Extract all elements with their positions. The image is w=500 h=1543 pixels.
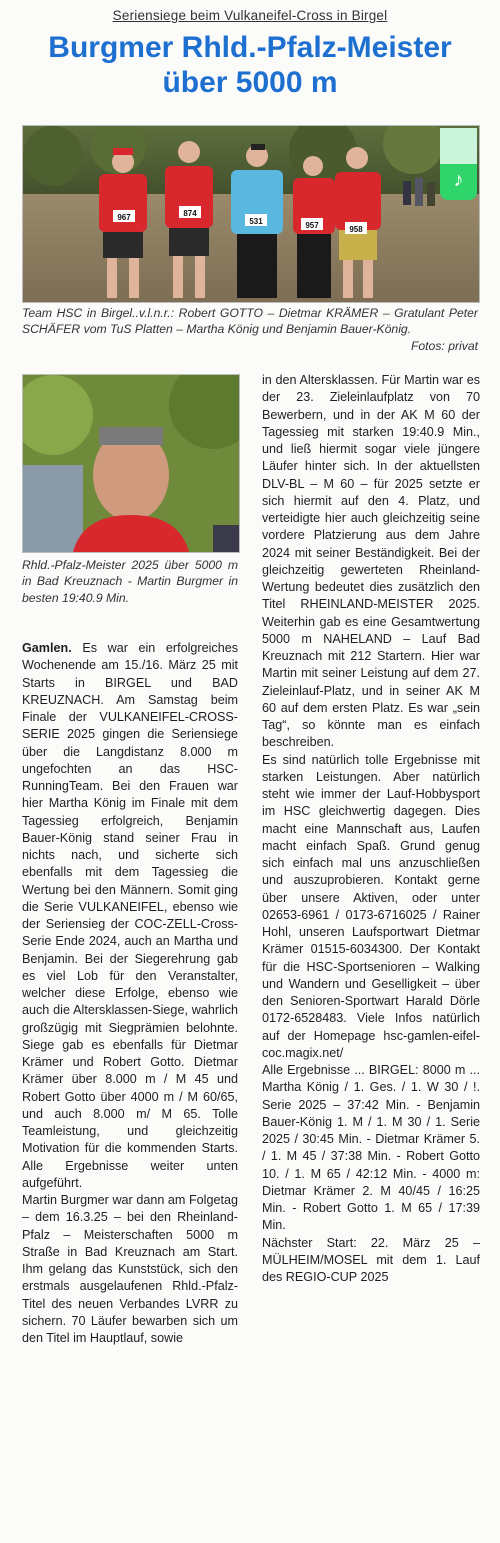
bystanders [403, 178, 435, 206]
portrait-photo-illustration [23, 375, 239, 552]
dateline: Gamlen. [22, 641, 72, 655]
body-paragraph: Es sind natürlich tolle Ergebnisse mit starken Leistungen. Aber natürlich steht wie immer der Lauf-Hobbysport im HSC gleichwertig dagegen. Dies macht eine Mannschaft aus, Laufen macht einfach Spaß. Grund genug sich einfach mal uns anzuschließen und auszuprobieren. Kontakt gerne über unsere Aktiven, oder unter 02653-6961 / 0173-6716025 / Rainer Hohl, unseren Laufsportwart Dietmar Krämer 01515-6034300. Der Kontakt für die HSC-Sportsenioren – Walking und Wandern und Geselligkeit – über den Senioren-Sportwart Harald Dörle 0172-6528483. Viele Infos natürlich auf der Homepage hsc-gamlen-eifel-coc.magix.net/ [262, 752, 480, 1060]
bib-number: 958 [349, 225, 363, 234]
photo-credit: Fotos: privat [410, 338, 478, 353]
team-photo-caption [22, 305, 478, 354]
portrait-photo-caption: Rhld.-Pfalz-Meister 2025 über 5000 m in Bad Kreuznach - Martin Burgmer in besten 19:40.9 Min. [22, 558, 238, 605]
article-headline: Burgmer Rhld.-Pfalz-Meister über 5000 m [48, 31, 452, 100]
team-caption-text: Team HSC in Birgel..v.l.n.r.: Robert GOTTO – Dietmar KRÄMER – Gratulant Peter SCHÄFER vom TuS Platten – Martha König und Benjamin Bauer-König. [22, 306, 478, 337]
body-right-column [262, 372, 480, 1286]
team-photo [22, 125, 480, 303]
results-paragraph: Alle Ergebnisse ... BIRGEL: 8000 m ... Martha König / 1. Ges. / 1. W 30 / !. Serie 2025 – 37:42 Min. - Benjamin Bauer-König 1. M / 1. M 30 / 1. Serie 2025 / 30:45 Min. - Dietmar Krämer 5. / 1. M 45 / 37:38 Min. - Robert Gotto 10. / 1. M 65 / 42:12 Min. - 4000 m: Dietmar Krämer 2. M 40/45 / 16:25 Min. - Robert Gotto 1. M 65 / 17:39 Min. [262, 1063, 480, 1233]
body-paragraph: Martin Burgmer war dann am Folgetag – dem 16.3.25 – bei den Rheinland-Pfalz – Meisterschaften 5000 m Straße in Bad Kreuznach am Start. Ihm gelang das Kunststück, sich den erstmals ausgelaufenen Rhld.-Pfalz-Titel des neuen Verbandes LVRR zu sichern. 70 Läufer bewarben sich um den Titel im Hauptlauf, sowie [22, 1193, 238, 1345]
next-start-paragraph: Nächster Start: 22. März 25 – MÜLHEIM/MOSEL mit dem 1. Lauf des REGIO-CUP 2025 [262, 1235, 480, 1284]
music-note-icon: ♪ [453, 169, 464, 191]
badge-square [440, 128, 477, 164]
body-paragraph [22, 640, 238, 1192]
music-badge[interactable] [440, 128, 477, 200]
team-photo-illustration [23, 126, 479, 302]
bib-number: 967 [117, 213, 131, 222]
bib-number: 874 [183, 209, 197, 218]
body-left-column [22, 640, 238, 1347]
article-kicker: Seriensiege beim Vulkaneifel-Cross in Birgel [112, 8, 388, 23]
body-paragraph: in den Altersklassen. Für Martin war es der 23. Zieleinlaufplatz von 70 Bewerbern, und in der AK M 60 der Tagessieg mit starken 19:40.9 Min., und ließ hiermit sogar viele jüngere Läufer hinter sich. In der aktuellsten DLV-BL – M 60 – für 2025 setzte er sich hiermit auf den 4. Platz, und verteidigte hier auch gleichzeitig seine vordere Platzierung aus dem Jahre 2024 mit seiner Beständigkeit. Bei der gleichzeitig gewerteten Rheinland-Wertung bedeutet dies zusätzlich den Titel RHEINLAND-MEISTER 2025. Weiterhin gab es eine Gesamtwertung 5000 m NAHELAND – Lauf Bad Kreuznach mit 212 Startern. Hier war Martin mit seiner Leistung auf dem 27. Zieleinlauf-Platz, und in seiner AK M 60 auf dem ersten Platz. Es war „sein Tag“, so könnte man es einfach beschreiben. [262, 373, 480, 750]
bib-number: 957 [305, 221, 319, 230]
portrait-photo [22, 374, 240, 553]
body-text: Es war ein erfolgreiches Wochenende am 15./16. März 25 mit Starts in BIRGEL und BAD KREUZNACH. Am Samstag beim Finale der VULKANEIFEL-CROSS-SERIE 2025 gingen die Seriensiege über die Langdistanz 8.000 m ungefochten an das HSC-RunningTeam. Bei den Frauen war hier Martha König im Finale mit dem Tagessieg erfolgreich, Benjamin Bauer-König stand seiner Frau in nichts nach, und sicherte sich ebenfalls mit dem Tagessieg die Wertung bei den Männern. Somit ging die Serie VULKANEIFEL, ebenso wie der Seriensieg der COC-ZELL-Cross-Serie Ende 2024, auch an Martha und Benjamin. Bei der Siegerehrung gab es viel Lob für den Veranstalter, welcher diese Erfolge, ebenso wie auch die Altersklassen-Siege, wahrlich großzügig mit Siegprämien belohnte. Siege gab es ebenfalls für Dietmar Krämer und Robert Gotto. Dietmar Krämer über 8.000 m / M 45 und Robert Gotto über 4000 m / M 60/65, und auch 8.000 m/ M 65. Tolle Teamleistung, und gleichzeitig Motivation für die kommenden Starts. Alle Ergebnisse weiter unten aufgeführt. [22, 641, 238, 1190]
bib-number: 531 [249, 217, 263, 226]
